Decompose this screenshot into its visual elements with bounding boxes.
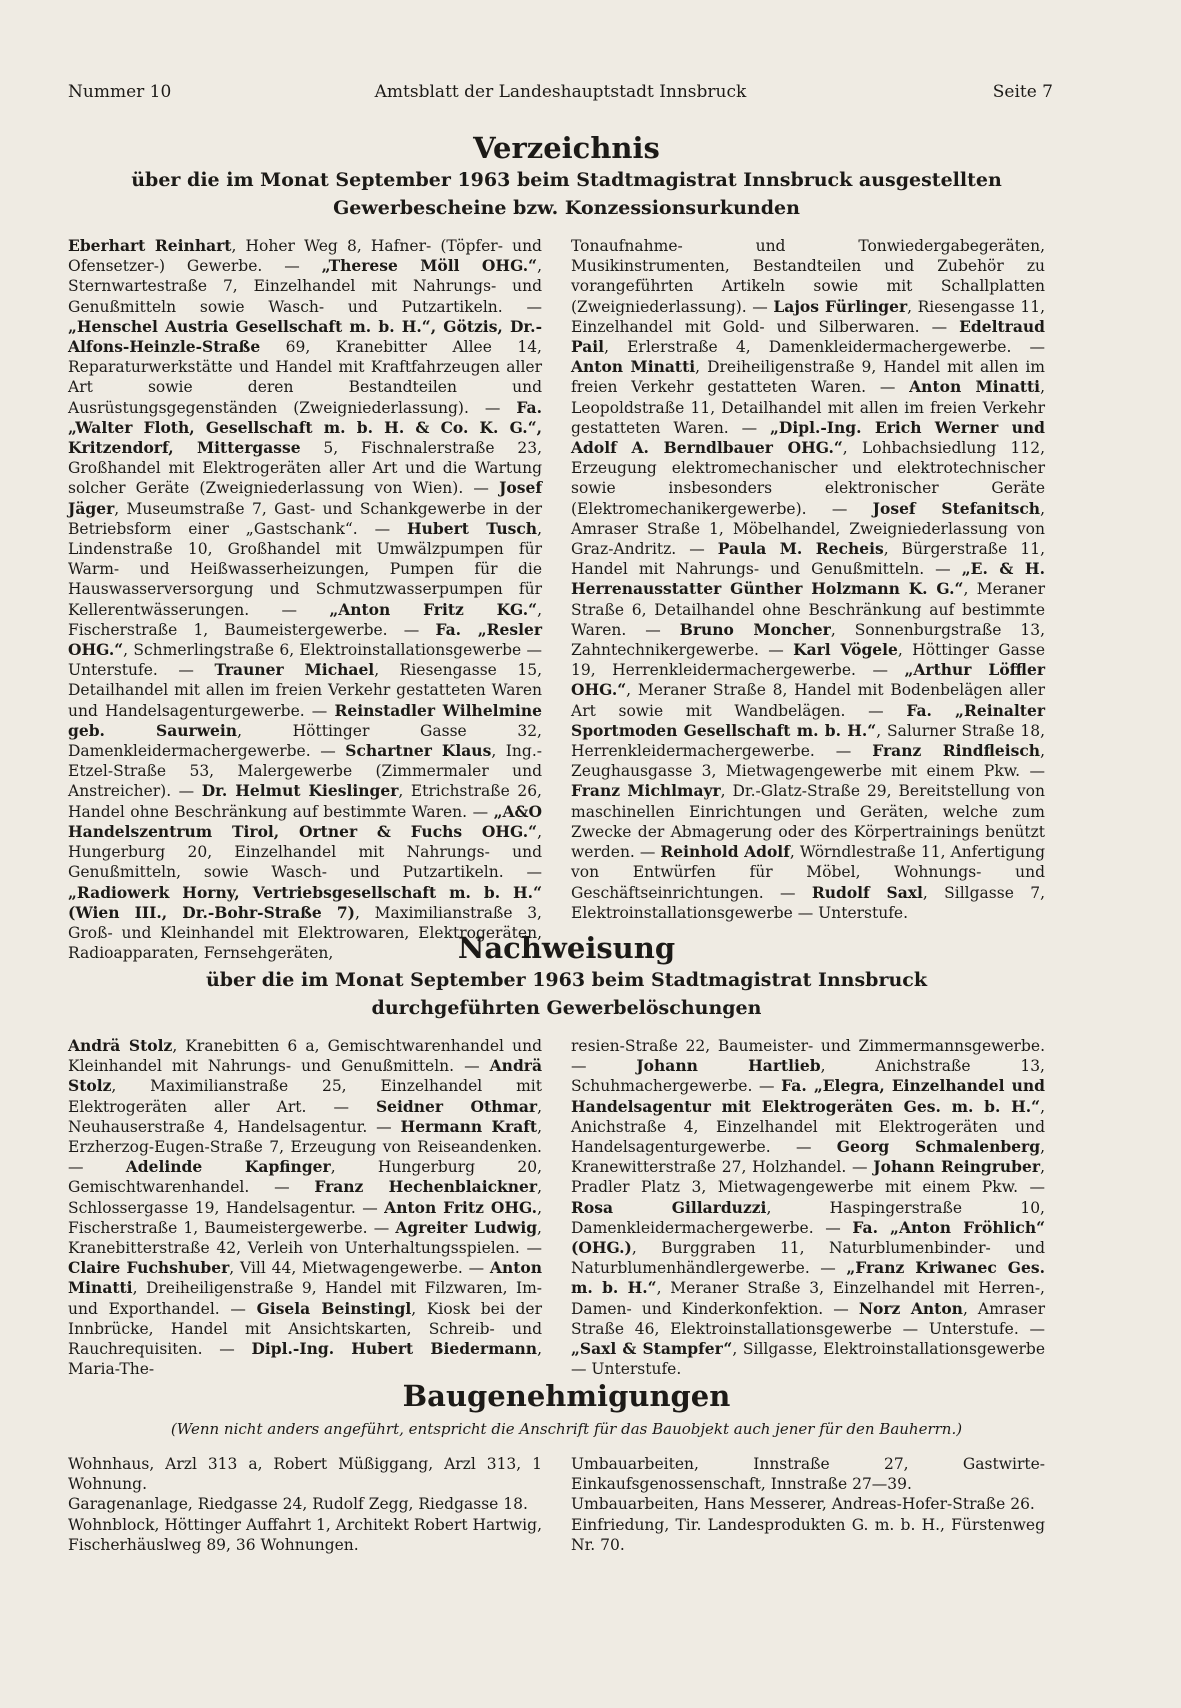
- entry-name: Agreiter Ludwig: [395, 1217, 538, 1237]
- entry-text: , Maximilianstraße 3, Groß- und Kleinhandel mit Elektrowaren, Elektrogeräten, Radioapparaten, Fernsehgeräten,: [68, 903, 542, 963]
- entry-name: Lajos Fürlinger: [773, 296, 908, 316]
- permit-entry: Einfriedung, Tir. Landesprodukten G. m. b. H., Fürstenweg Nr. 70.: [571, 1515, 1045, 1554]
- entry-text: , Kranebitten 6 a, Gemischtwarenhandel und Kleinhandel mit Nahrungs- und Genußmitteln. —: [68, 1037, 542, 1076]
- entry-name: Trauner Michael: [214, 660, 375, 680]
- permit-entry: Umbauarbeiten, Hans Messerer, Andreas-Hofer-Straße 26.: [571, 1495, 1035, 1514]
- verzeichnis-subtitle-2: Gewerbescheine bzw. Konzessionsurkunden: [333, 197, 800, 219]
- entry-text: , Hungerburg 20, Gemischtwarenhandel. —: [68, 1158, 542, 1197]
- entry-text: , Salurner Straße 18, Herrenkleidermachergewerbe. —: [571, 721, 1046, 761]
- entry-text: , Erzherzog-Eugen-Straße 7, Erzeugung von Reiseandenken. —: [68, 1117, 542, 1177]
- entry-name: Anton Fritz OHG.: [384, 1197, 538, 1217]
- entry-name: Georg Schmalenberg: [836, 1137, 1041, 1157]
- entry-text: , Maria-The-: [68, 1340, 542, 1379]
- entry-name: Bruno Moncher: [679, 619, 831, 639]
- entry-text: , Höttinger Gasse 19, Herrenkleidermachergewerbe. —: [571, 641, 1045, 680]
- verzeichnis-column-right: [571, 236, 1045, 923]
- entry-name: Rudolf Saxl: [811, 882, 923, 902]
- entry-text: , Hoher Weg 8, Hafner- (Töpfer- und Ofensetzer-) Gewerbe. —: [68, 237, 542, 276]
- nachweisung-column-left: [68, 1036, 542, 1379]
- entry-name: Fa. „Resler OHG.“: [68, 619, 542, 660]
- verzeichnis-title: Verzeichnis: [473, 131, 660, 165]
- register-paragraph: [68, 1036, 542, 1379]
- entry-name: Franz Michlmayr: [571, 781, 721, 801]
- entry-name: Franz Hechenblaickner: [314, 1177, 538, 1197]
- entry-name: Karl Vögele: [793, 640, 898, 660]
- entry-text: , Vill 44, Mietwagengewerbe. —: [229, 1259, 490, 1278]
- entry-name: Edeltraud Pail: [571, 316, 1045, 357]
- nachweisung-section: [68, 930, 1065, 1379]
- entry-text: , Erlerstraße 4, Damenkleidermachergewerbe. —: [604, 338, 1045, 357]
- entry-name: „Dipl.-Ing. Erich Werner und Adolf A. Berndlbauer OHG.“: [571, 417, 1045, 458]
- entry-text: , Lohbachsiedlung 112, Erzeugung elektromechanischer und elektrotechnischer sowie insbesonders elektronischer Geräte (Elektromechanikergewerbe). —: [571, 439, 1045, 518]
- register-paragraph: [571, 1036, 1045, 1379]
- entry-text: , Maximilianstraße 25, Einzelhandel mit Elektrogeräten aller Art. —: [68, 1077, 542, 1116]
- verzeichnis-column-left: [68, 236, 542, 963]
- entry-text: , Anichstraße 4, Einzelhandel mit Elektrogeräten und Handelsagenturgewerbe. —: [571, 1097, 1045, 1157]
- baugenehmigungen-section: [68, 1378, 1065, 1554]
- nachweisung-column-right: [571, 1036, 1045, 1379]
- nachweisung-subtitle-1: über die im Monat September 1963 beim Stadtmagistrat Innsbruck: [205, 969, 928, 991]
- entry-text: , Leopoldstraße 11, Detailhandel mit allen im freien Verkehr gestatteten Waren. —: [571, 378, 1046, 437]
- baugenehmigungen-title: Baugenehmigungen: [402, 1379, 731, 1413]
- baugenehmigungen-note: (Wenn nicht anders angeführt, entspricht die Anschrift für das Bauobjekt auch jener für den Bauherrn.): [170, 1420, 963, 1438]
- nachweisung-subtitle-2: durchgeführten Gewerbelöschungen: [371, 997, 762, 1019]
- entry-name: Reinhold Adolf: [660, 842, 790, 862]
- entry-text: Tonaufnahme- und Tonwiedergabegeräten, Musikinstrumenten, Bestandteilen und Zubehör zu vorangeführten Artikeln sowie mit Schallplatten (Zweigniederlassung). —: [571, 237, 1045, 316]
- entry-name: Josef Stefanitsch: [872, 498, 1041, 518]
- permit-entry: Garagenanlage, Riedgasse 24, Rudolf Zegg, Riedgasse 18.: [68, 1495, 528, 1514]
- entry-name: Gisela Beinstingl: [256, 1298, 412, 1318]
- entry-text: , Schlossergasse 19, Handelsagentur. —: [68, 1178, 542, 1217]
- entry-text: , Meraner Straße 8, Handel mit Bodenbelägen aller Art sowie mit Wandbelägen. —: [571, 681, 1045, 720]
- entry-text: 69, Kranebitter Allee 14, Reparaturwerkstätte und Handel mit Kraftfahrzeugen aller Art sowie deren Bestandteilen und Ausrüstungsgegenständen (Zweigniederlassung). —: [68, 338, 542, 417]
- entry-text: , Fischerstraße 1, Baumeistergewerbe. —: [68, 1198, 542, 1237]
- entry-name: Schartner Klaus: [345, 741, 492, 761]
- entry-name: „A&O Handelszentrum Tirol, Ortner & Fuchs OHG.“: [68, 801, 542, 841]
- entry-name: Fa. „Reinalter Sportmoden Gesellschaft m. b. H.“: [571, 700, 1045, 740]
- entry-text: , Ing.-Etzel-Straße 53, Malergewerbe (Zimmermaler und Anstreicher). —: [68, 742, 542, 801]
- entry-name: „E. & H. Herrenausstatter Günther Holzmann K. G.“: [571, 559, 1045, 599]
- entry-name: Adelinde Kapfinger: [125, 1157, 331, 1177]
- entry-name: „Saxl & Stampfer“: [571, 1339, 733, 1359]
- entry-name: „Anton Fritz KG.“: [329, 599, 538, 619]
- entry-name: Johann Reingruber: [873, 1157, 1041, 1177]
- verzeichnis-subtitle-1: über die im Monat September 1963 beim Stadtmagistrat Innsbruck ausgestellten: [131, 169, 1002, 191]
- entry-text: , Wörndlestraße 11, Anfertigung von Entwürfen für Möbel, Wohnungs- und Geschäftseinrichtungen. —: [571, 843, 1045, 902]
- entry-text: , Meraner Straße 3, Einzelhandel mit Herren-, Damen- und Kinderkonfektion. —: [571, 1279, 1045, 1318]
- publication-title: Amtsblatt der Landeshauptstadt Innsbruck: [374, 82, 747, 102]
- permit-entry: Umbauarbeiten, Innstraße 27, Gastwirte-Einkaufsgenossenschaft, Innstraße 27—39.: [571, 1455, 1045, 1494]
- entry-name: Seidner Othmar: [375, 1096, 538, 1116]
- baugenehmigungen-column-right: [571, 1454, 1045, 1555]
- entry-name: Eberhart Reinhart: [68, 236, 232, 255]
- entry-text: , Lindenstraße 10, Großhandel mit Umwälzpumpen für Warm- und Heißwasserheizungen, Pumpen für die Hauswasserversorgung und Schmutzwasserpumpen für Kellerentwässerungen. —: [68, 519, 542, 619]
- entry-text: , Sillgasse 7, Elektroinstallationsgewerbe — Unterstufe.: [571, 883, 1045, 922]
- entry-text: , Sillgasse, Elektroinstallationsgewerbe — Unterstufe.: [571, 1340, 1045, 1379]
- entry-name: Dr. Helmut Kieslinger: [201, 781, 399, 801]
- entry-text: , Dreiheiligenstraße 9, Handel mit allen im freien Verkehr gestatteten Waren. —: [571, 358, 1045, 397]
- entry-text: , Kranewitterstraße 27, Holzhandel. —: [571, 1138, 1046, 1177]
- entry-text: , Etrichstraße 26, Handel ohne Beschränkung auf bestimmte Waren. —: [68, 782, 542, 821]
- entry-text: , Kiosk bei der Innbrücke, Handel mit Ansichtskarten, Schreib- und Rauchrequisiten. —: [68, 1299, 542, 1359]
- entry-name: Fa. „Anton Fröhlich“ (OHG.): [571, 1217, 1045, 1258]
- entry-name: Anton Minatti: [571, 357, 696, 377]
- entry-text: , Schmerlingstraße 6, Elektroinstallationsgewerbe — Unterstufe. —: [68, 641, 542, 680]
- entry-name: „Therese Möll OHG.“: [321, 256, 538, 276]
- entry-text: , Riesengasse 11, Einzelhandel mit Gold- und Silberwaren. —: [571, 297, 1046, 336]
- entry-text: , Meraner Straße 6, Detailhandel ohne Beschränkung auf bestimmte Waren. —: [571, 580, 1046, 639]
- entry-name: Paula M. Recheis: [717, 539, 884, 559]
- entry-name: Franz Rindfleisch: [872, 741, 1041, 761]
- running-head: [68, 82, 1053, 104]
- entry-name: Norz Anton: [858, 1298, 963, 1318]
- entry-text: , Kranebitterstraße 42, Verleih von Unterhaltungsspielen. —: [68, 1218, 542, 1258]
- entry-name: Andrä Stolz: [68, 1056, 542, 1096]
- entry-text: 5, Fischnalerstraße 23, Großhandel mit Elektrogeräten aller Art und die Wartung solcher Geräte (Zweigniederlassung von Wien). —: [68, 439, 542, 498]
- entry-text: , Höttinger Gasse 32, Damenkleidermachergewerbe. —: [68, 721, 542, 761]
- entry-text: , Zeughausgasse 3, Mietwagengewerbe mit einem Pkw. —: [571, 742, 1045, 781]
- entry-name: Dipl.-Ing. Hubert Biedermann: [251, 1339, 538, 1359]
- entry-name: Claire Fuchshuber: [68, 1258, 230, 1278]
- entry-name: Anton Minatti: [68, 1258, 542, 1298]
- entry-text: , Pradler Platz 3, Mietwagengewerbe mit einem Pkw. —: [571, 1158, 1045, 1197]
- entry-text: , Sternwartestraße 7, Einzelhandel mit Nahrungs- und Genußmitteln sowie Wasch- und Putzartikeln. —: [68, 257, 542, 316]
- entry-text: , Fischerstraße 1, Baumeistergewerbe. —: [68, 600, 542, 639]
- entry-name: „Henschel Austria Gesellschaft m. b. H.“, Götzis, Dr.-Alfons-Heinzle-Straße: [68, 316, 542, 357]
- entry-text: , Amraser Straße 1, Möbelhandel, Zweigniederlassung von Graz-Andritz. —: [571, 499, 1045, 559]
- permit-entry: Wohnblock, Höttinger Auffahrt 1, Architekt Robert Hartwig, Fischerhäuslweg 89, 36 Wohnungen.: [68, 1515, 542, 1554]
- entry-text: , Bürgerstraße 11, Handel mit Nahrungs- und Genußmitteln. —: [571, 540, 1046, 579]
- entry-name: „Franz Kriwanec Ges. m. b. H.“: [571, 1258, 1045, 1298]
- entry-text: resien-Straße 22, Baumeister- und Zimmermannsgewerbe. —: [571, 1037, 1045, 1076]
- entry-text: , Anichstraße 13, Schuhmachergewerbe. —: [571, 1057, 1045, 1096]
- register-paragraph: [571, 236, 1045, 923]
- entry-text: , Hungerburg 20, Einzelhandel mit Nahrungs- und Genußmitteln, sowie Wasch- und Putzartikeln. —: [68, 822, 542, 882]
- baugenehmigungen-column-left: [68, 1454, 542, 1555]
- entry-text: , Dr.-Glatz-Straße 29, Bereitstellung von maschinellen Einrichtungen und Geräten, welche zum Zwecke der Abmagerung oder des Körpertrainings benützt werden. —: [571, 782, 1045, 862]
- entry-text: , Haspingerstraße 10, Damenkleidermachergewerbe. —: [571, 1198, 1045, 1237]
- entry-text: , Neuhauserstraße 4, Handelsagentur. —: [68, 1097, 542, 1136]
- entry-name: Hubert Tusch: [406, 518, 538, 538]
- entry-name: Andrä Stolz: [68, 1036, 173, 1055]
- entry-text: , Museumstraße 7, Gast- und Schankgewerbe in der Betriebsform einer „Gastschank“. —: [68, 499, 542, 538]
- page-number: Seite 7: [992, 82, 1053, 102]
- entry-name: Fa. „Elegra, Einzelhandel und Handelsagentur mit Elektrogeräten Ges. m. b. H.“: [571, 1076, 1045, 1116]
- entry-name: Josef Jäger: [68, 478, 542, 518]
- entry-text: , Burggraben 11, Naturblumenbinder- und Naturblumenhändlergewerbe. —: [571, 1239, 1045, 1278]
- entry-text: , Dreiheiligenstraße 9, Handel mit Filzwaren, Im- und Exporthandel. —: [68, 1279, 542, 1318]
- register-paragraph: [68, 236, 542, 963]
- entry-name: Fa. „Walter Floth, Gesellschaft m. b. H. & Co. K. G.“, Kritzendorf, Mittergasse: [68, 397, 542, 458]
- issue-number: Nummer 10: [68, 82, 172, 102]
- entry-text: , Sonnenburgstraße 13, Zahntechnikergewerbe. —: [571, 620, 1045, 660]
- permit-entry: Wohnhaus, Arzl 313 a, Robert Müßiggang, Arzl 313, 1 Wohnung.: [68, 1455, 542, 1494]
- entry-name: Anton Minatti: [909, 377, 1041, 397]
- entry-text: , Amraser Straße 46, Elektroinstallationsgewerbe — Unterstufe. —: [571, 1299, 1046, 1338]
- entry-name: Hermann Kraft: [400, 1116, 538, 1136]
- entry-name: „Arthur Löffler OHG.“: [571, 660, 1045, 700]
- entry-name: Johann Hartlieb: [636, 1056, 821, 1076]
- entry-text: , Riesengasse 15, Detailhandel mit allen im freien Verkehr gestatteten Waren und Handelsagenturgewerbe. —: [68, 661, 543, 720]
- entry-name: „Radiowerk Horny, Vertriebsgesellschaft m. b. H.“ (Wien III., Dr.-Bohr-Straße 7): [68, 882, 542, 922]
- nachweisung-title: Nachweisung: [457, 931, 676, 965]
- entry-name: Reinstadler Wilhelmine geb. Saurwein: [68, 700, 542, 740]
- entry-name: Rosa Gillarduzzi: [571, 1197, 767, 1217]
